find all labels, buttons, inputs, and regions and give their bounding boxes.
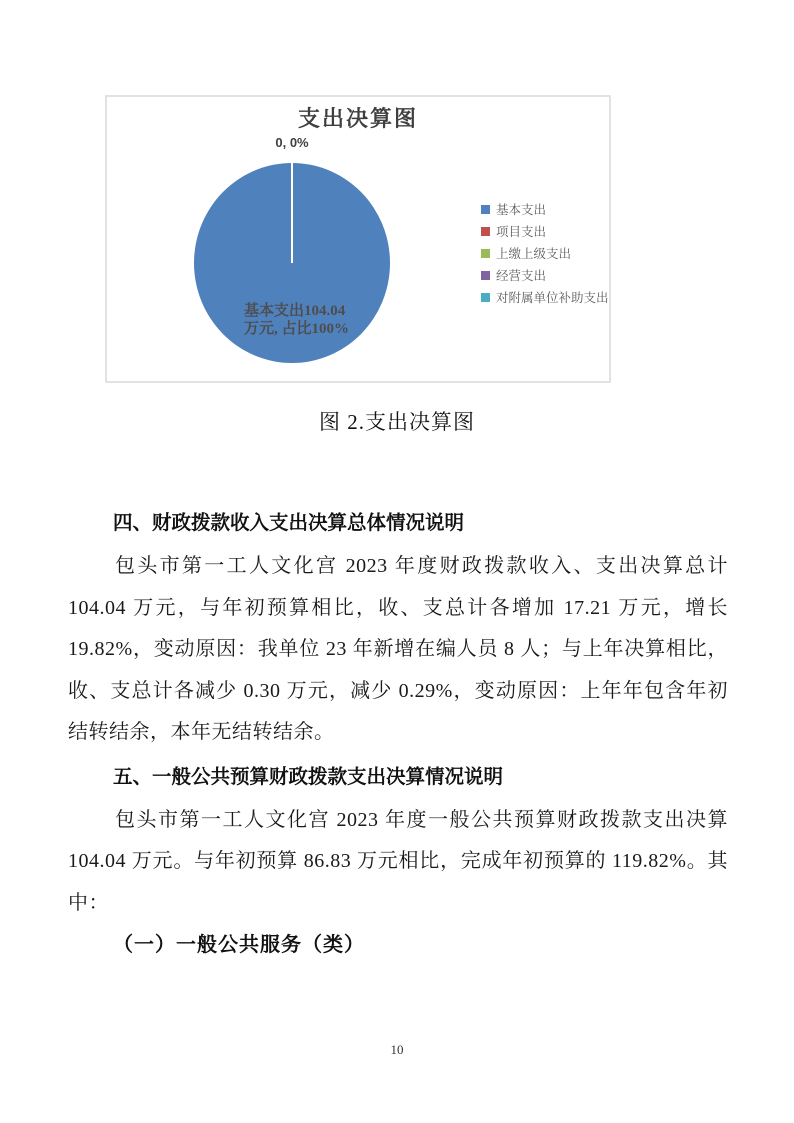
figure-caption: 图 2.支出决算图 (319, 410, 475, 434)
expenditure-pie-chart (105, 95, 611, 383)
page-number: 10 (390, 1042, 404, 1057)
legend-item-upper-level-expenditure (481, 242, 609, 264)
legend-label: 经营支出 (496, 269, 547, 283)
legend-label: 上缴上级支出 (496, 247, 572, 261)
legend-swatch-icon (481, 293, 490, 302)
legend-item-subsidy-expenditure (481, 286, 609, 308)
section-heading-5: 五、一般公共预算财政拨款支出决算情况说明 (113, 765, 504, 788)
legend-swatch-icon (481, 227, 490, 236)
legend-swatch-icon (481, 249, 490, 258)
section-4-paragraph: 包头市第一工人文化宫 2023 年度财政拨款收入、支出决算总计 104.04 万元，与年初预算相比，收、支总计各增加 17.21 万元，增长 19.82%，变动原因：我单位 23 年新增在编人员 8 人；与上年决算相比，收、支总计各减少 0.30 万元，减少 0.29%，变动原因：上年年包含年初结转结余，本年无结转结余。 (68, 555, 728, 743)
legend-item-project-expenditure (481, 220, 609, 242)
legend-label: 项目支出 (496, 225, 547, 239)
legend-label: 对附属单位补助支出 (496, 291, 609, 305)
pie-slice-basic-expenditure (194, 163, 390, 363)
pie-data-label-line1: 基本支出104.04 (244, 303, 346, 319)
pie-zero-data-label: 0, 0% (275, 135, 309, 150)
pie-data-label (244, 303, 349, 338)
section-heading-4: 四、财政拨款收入支出决算总体情况说明 (113, 512, 465, 534)
legend-item-basic-expenditure (481, 198, 609, 220)
section-5-paragraph: 包头市第一工人文化宫 2023 年度一般公共预算财政拨款支出决算 104.04 万元。与年初预算 86.83 万元相比，完成年初预算的 119.82%。其中： (68, 808, 728, 914)
pie-data-label-line2: 万元, 占比100% (244, 320, 350, 337)
legend-label: 基本支出 (496, 203, 547, 217)
legend-swatch-icon (481, 271, 490, 280)
legend-swatch-icon (481, 205, 490, 214)
chart-title: 支出决算图 (297, 106, 418, 131)
document-body (68, 500, 728, 960)
legend-item-operating-expenditure (481, 264, 609, 286)
pie-slice-divider-line (291, 163, 293, 263)
subsection-heading-general-public-service: （一）一般公共服务（类） (113, 934, 365, 956)
chart-legend (481, 198, 609, 308)
